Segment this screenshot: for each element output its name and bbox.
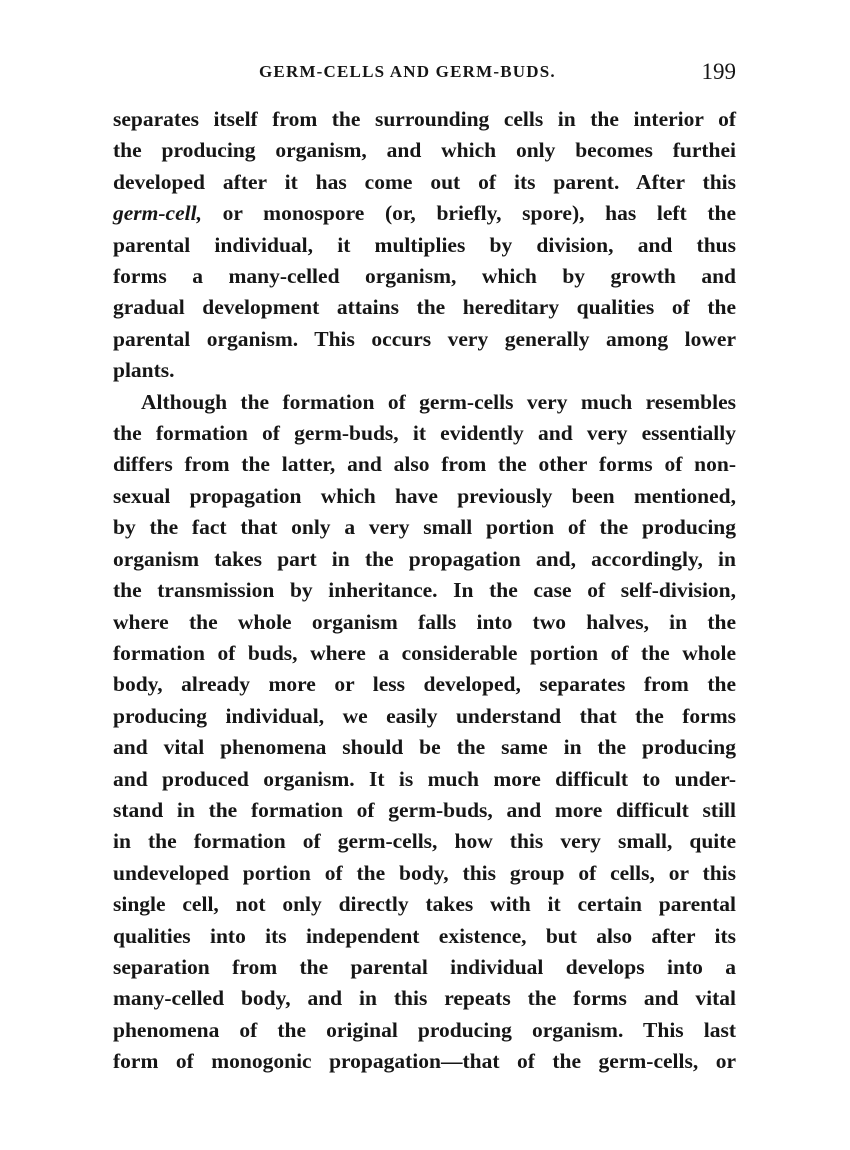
text-line: and produced organism. It is much more difficult to under- <box>113 766 736 791</box>
text-line: qualities into its independent existence, but also after its <box>113 923 736 948</box>
text-line: organism takes part in the propagation and, accordingly, in <box>113 546 736 571</box>
text-line: parental individual, it multiplies by division, and thus <box>113 232 736 257</box>
text-line: form of monogonic propagation—that of the germ-cells, or <box>113 1049 736 1074</box>
text-line: gradual development attains the hereditary qualities of the <box>113 295 736 320</box>
text-line: plants. <box>113 358 175 383</box>
text-line: separation from the parental individual develops into a <box>113 954 736 979</box>
text-line: developed after it has come out of its parent. After this <box>113 169 736 194</box>
text-line: differs from the latter, and also from the other forms of non- <box>113 452 736 477</box>
text-line: parental organism. This occurs very generally among lower <box>113 326 736 351</box>
page-number: 199 <box>701 59 736 84</box>
text-line: by the fact that only a very small portion of the producing <box>113 515 736 540</box>
text-line: formation of buds, where a considerable portion of the whole <box>113 640 736 665</box>
text-line: many-celled body, and in this repeats the forms and vital <box>113 986 736 1011</box>
text-line: the formation of germ-buds, it evidently and very essentially <box>113 421 736 446</box>
paragraph-2 <box>113 387 736 1078</box>
text-line: undeveloped portion of the body, this group of cells, or this <box>113 860 736 885</box>
running-head <box>113 59 736 88</box>
text-line <box>113 198 736 229</box>
text-line: separates itself from the surrounding cells in the interior of <box>113 107 736 131</box>
text-line: where the whole organism falls into two halves, in the <box>113 609 736 634</box>
text-line: single cell, not only directly takes with it certain parental <box>113 892 736 917</box>
body-text <box>113 104 736 1078</box>
text-line: sexual propagation which have previously been mentioned, <box>113 483 736 508</box>
text-line: body, already more or less developed, separates from the <box>113 672 736 697</box>
text-line: the transmission by inheritance. In the case of self-division, <box>113 578 736 603</box>
text-line: the producing organism, and which only becomes furthei <box>113 138 736 163</box>
text-line: producing individual, we easily understand that the forms <box>113 703 736 728</box>
text-line: in the formation of germ-cells, how this very small, quite <box>113 829 736 854</box>
text-line: Although the formation of germ-cells very much resembles <box>141 389 736 414</box>
running-title: GERM-CELLS AND GERM-BUDS. <box>259 62 556 81</box>
italic-term: germ-cell, <box>113 201 202 226</box>
text-line: stand in the formation of germ-buds, and more difficult still <box>113 797 736 822</box>
text-line: and vital phenomena should be the same in the producing <box>113 735 736 760</box>
text-line: phenomena of the original producing organism. This last <box>113 1017 736 1042</box>
book-page <box>113 59 736 1078</box>
text-line: forms a many-celled organism, which by growth and <box>113 264 736 289</box>
text-span: or monospore (or, briefly, spore), has left the <box>201 201 736 226</box>
paragraph-1 <box>113 104 736 387</box>
